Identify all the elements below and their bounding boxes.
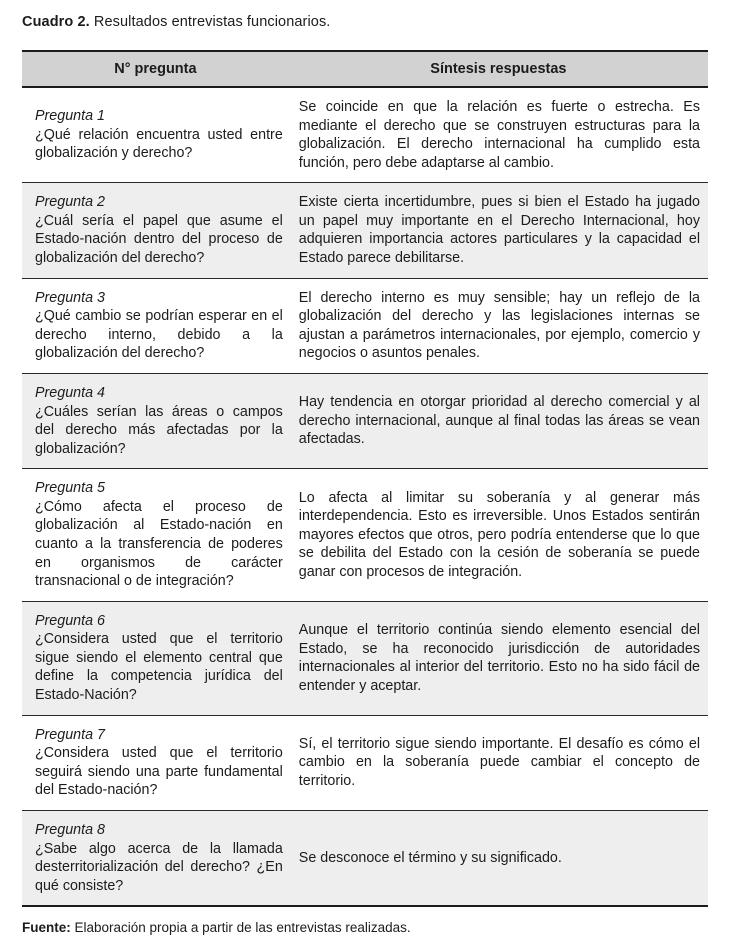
source-footnote-label: Fuente: — [22, 920, 71, 935]
answer-cell — [289, 469, 708, 601]
question-cell — [22, 373, 289, 468]
answer-cell — [289, 183, 708, 278]
question-cell — [22, 278, 289, 373]
question-cell — [22, 183, 289, 278]
answer-text: Lo afecta al limitar su soberanía y al generar más interdependencia. Esto es irreversible. Unos Estados sentirán mayores efectos que otros, pero podría entenderse que lo que se debilita del Estado con la cesión de soberanía se puede ganar con procesos de integración. — [298, 489, 700, 580]
source-footnote-text: Elaboración propia a partir de las entrevistas realizadas. — [70, 920, 411, 935]
answer-cell — [289, 601, 708, 715]
question-number-label: Pregunta 8 — [35, 821, 105, 838]
question-text: ¿Qué cambio se podrían esperar en el derecho interno, debido a la globalización del derecho? — [35, 308, 283, 362]
question-text: ¿Sabe algo acerca de la llamada desterritorialización del derecho? ¿En qué consiste? — [35, 840, 283, 894]
question-number-label: Pregunta 5 — [35, 480, 105, 497]
table-row — [22, 87, 708, 183]
question-text: ¿Considera usted que el territorio sigue siendo el elemento central que define la competencia jurídica del Estado-Nación? — [35, 631, 283, 704]
answer-text: Existe cierta incertidumbre, pues si bien el Estado ha jugado un papel muy importante en el Derecho Internacional, hoy adquieren importancia actores particulares y la capacidad el Estado parece debilitarse. — [298, 194, 700, 267]
question-cell — [22, 469, 289, 601]
answer-text: El derecho interno es muy sensible; hay un reflejo de la globalización del derecho y las legislaciones internas se ajustan a parámetros internacionales, por ejemplo, comercio y negocios o asuntos penales. — [298, 289, 700, 362]
table-header — [22, 51, 708, 87]
header-cell-pregunta: N° pregunta — [22, 51, 289, 87]
question-text: ¿Considera usted que el territorio seguirá siendo una parte fundamental del Estado-nación? — [35, 745, 283, 799]
answer-text: Sí, el territorio sigue siendo importante. El desafío es cómo el cambio en la soberanía puede cambiar el concepto de territorio. — [298, 735, 700, 790]
question-cell — [22, 715, 289, 810]
question-cell — [22, 601, 289, 715]
answer-text: Aunque el territorio continúa siendo elemento esencial del Estado, se ha reconocido jurisdicción de autoridades internacionales al interior del territorio. Esto no ha sido fácil de entender y aceptar. — [298, 622, 700, 694]
header-cell-respuestas: Síntesis respuestas — [289, 51, 708, 87]
table-caption — [22, 14, 708, 30]
table-caption-label: Cuadro 2. — [22, 14, 90, 30]
question-number-label: Pregunta 6 — [35, 612, 105, 629]
results-table — [22, 50, 708, 907]
answer-text: Se coincide en que la relación es fuerte o estrecha. Es mediante el derecho que se construyen estructuras para la globalización. El derecho internacional ha cumplido esta función, pero debe adaptarse al cambio. — [298, 99, 700, 171]
question-number-label: Pregunta 1 — [35, 108, 105, 125]
table-row — [22, 810, 708, 906]
source-footnote — [22, 920, 708, 935]
question-number-label: Pregunta 3 — [35, 289, 105, 306]
answer-text: Hay tendencia en otorgar prioridad al derecho comercial y al derecho internacional, aunque al final todas las áreas se vean afectadas. — [298, 394, 700, 448]
table-row — [22, 278, 708, 373]
answer-cell — [289, 810, 708, 906]
question-cell — [22, 87, 289, 183]
answer-cell — [289, 715, 708, 810]
table-row — [22, 469, 708, 601]
table-caption-text: Resultados entrevistas funcionarios. — [89, 14, 331, 30]
table-row — [22, 601, 708, 715]
question-number-label: Pregunta 7 — [35, 726, 105, 743]
table-row — [22, 183, 708, 278]
table-body — [22, 87, 708, 906]
table-row — [22, 715, 708, 810]
question-text: ¿Cuáles serían las áreas o campos del derecho más afectadas por la globalización? — [35, 403, 283, 457]
answer-cell — [289, 87, 708, 183]
answer-cell — [289, 373, 708, 468]
answer-text: Se desconoce el término y su significado. — [298, 849, 562, 866]
question-number-label: Pregunta 2 — [35, 194, 105, 211]
question-text: ¿Qué relación encuentra usted entre globalización y derecho? — [35, 126, 283, 162]
question-text: ¿Cuál sería el papel que asume el Estado-nación dentro del proceso de globalización del derecho? — [35, 212, 283, 267]
question-number-label: Pregunta 4 — [35, 384, 105, 401]
question-text: ¿Cómo afecta el proceso de globalización al Estado-nación en cuanto a la transferencia de poderes en organismos de carácter transnacional o de integración? — [35, 498, 283, 590]
table-row — [22, 373, 708, 468]
answer-cell — [289, 278, 708, 373]
question-cell — [22, 810, 289, 906]
